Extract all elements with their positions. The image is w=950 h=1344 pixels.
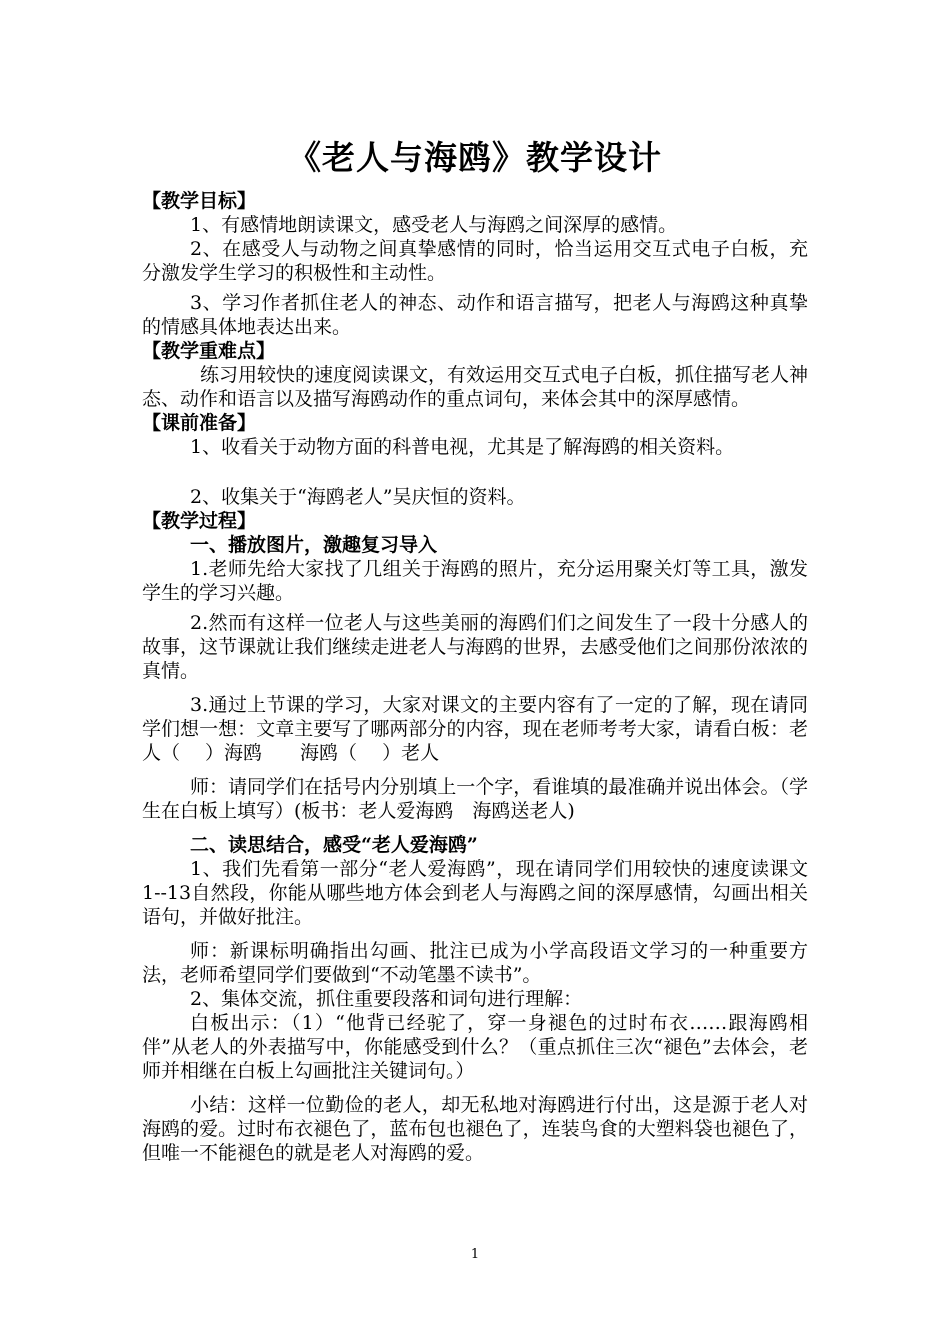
page-number: 1	[470, 1247, 480, 1262]
process-paragraph: 1.老师先给大家找了几组关于海鸥的照片，充分运用聚关灯等工具，激发学生的学习兴趣。	[142, 558, 808, 604]
goal-item: 1、有感情地朗读课文，感受老人与海鸥之间深厚的感情。	[190, 214, 678, 236]
document-title: 《老人与海鸥》教学设计	[288, 138, 662, 177]
process-paragraph: 白板出示：（1）“他背已经驼了，穿一身褪色的过时布衣……跟海鸥相伴”从老人的外表描写中，你能感受到什么？（重点抓住三次“褪色”去体会，老师并相继在白板上勾画批注关键词句。）	[142, 1012, 808, 1082]
preparation-item: 2、收集关于“海鸥老人”吴庆恒的资料。	[190, 486, 526, 508]
section-heading-goals: 【教学目标】	[142, 190, 257, 212]
process-paragraph: 2、集体交流，抓住重要段落和词句进行理解：	[190, 988, 583, 1010]
process-part2-heading: 二、读思结合，感受“老人爱海鸥”	[190, 834, 478, 856]
goal-item: 2、在感受人与动物之间真挚感情的同时，恰当运用交互式电子白板，充分激发学生学习的积极性和主动性。	[142, 238, 808, 284]
key-points-text: 练习用较快的速度阅读课文，有效运用交互式电子白板，抓住描写老人神态、动作和语言以及描写海鸥动作的重点词句，来体会其中的深厚感情。	[142, 364, 809, 410]
goal-item: 3、学习作者抓住老人的神态、动作和语言描写，把老人与海鸥这种真挚的情感具体地表达出来。	[142, 292, 808, 338]
process-part1-heading: 一、播放图片，激趣复习导入	[190, 534, 438, 556]
process-paragraph: 1、我们先看第一部分“老人爱海鸥”，现在请同学们用较快的速度读课文1--13自然段，你能从哪些地方体会到老人与海鸥之间的深厚感情，勾画出相关语句，并做好批注。	[142, 858, 808, 928]
process-paragraph: 师：新课标明确指出勾画、批注已成为小学高段语文学习的一种重要方法，老师希望同学们要做到“不动笔墨不读书”。	[142, 940, 808, 986]
process-paragraph: 小结：这样一位勤俭的老人，却无私地对海鸥进行付出，这是源于老人对海鸥的爱。过时布衣褪色了，蓝布包也褪色了，连装鸟食的大塑料袋也褪色了，但唯一不能褪色的就是老人对海鸥的爱。	[142, 1094, 808, 1164]
process-paragraph: 3.通过上节课的学习，大家对课文的主要内容有了一定的了解，现在请同学们想一想：文章主要写了哪两部分的内容，现在老师考考大家，请看白板：老人（ ）海鸥 海鸥（ ）老人	[142, 694, 808, 764]
section-heading-process: 【教学过程】	[142, 510, 257, 532]
section-heading-key-points: 【教学重难点】	[142, 340, 276, 362]
process-paragraph: 2.然而有这样一位老人与这些美丽的海鸥们们之间发生了一段十分感人的故事，这节课就让我们继续走进老人与海鸥的世界，去感受他们之间那份浓浓的真情。	[142, 612, 808, 682]
document-body	[142, 189, 808, 1165]
section-heading-preparation: 【课前准备】	[142, 412, 257, 434]
process-paragraph: 师：请同学们在括号内分别填上一个字，看谁填的最准确并说出体会。（学生在白板上填写）(板书：老人爱海鸥 海鸥送老人)	[142, 776, 808, 822]
preparation-item: 1、收看关于动物方面的科普电视，尤其是了解海鸥的相关资料。	[190, 436, 735, 458]
